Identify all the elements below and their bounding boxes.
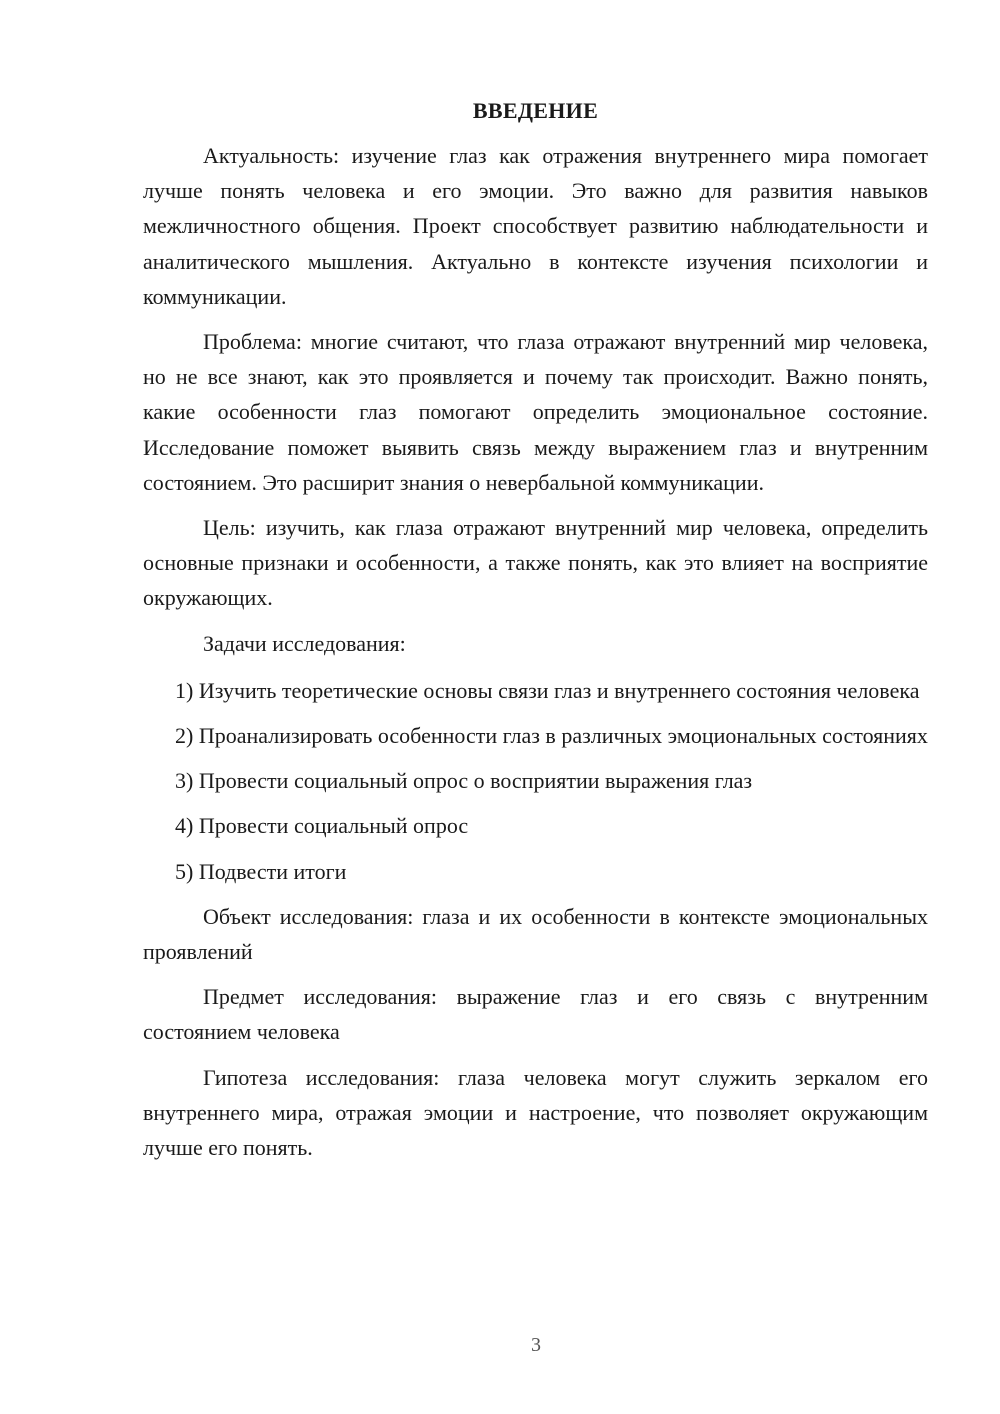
relevance-paragraph: Актуальность: изучение глаз как отражения внутреннего мира помогает лучше понять человека и его эмоции. Это важно для развития навыков межличностного общения. Проект способствует развитию наблюдательности и аналитического мышления. Актуально в контексте изучения психологии и коммуникации. — [143, 143, 928, 309]
subject-paragraph: Предмет исследования: выражение глаз и его связь с внутренним состоянием человека — [143, 984, 928, 1045]
page-content — [143, 96, 928, 1175]
hypothesis-paragraph: Гипотеза исследования: глаза человека могут служить зеркалом его внутреннего мира, отражая эмоции и настроение, что позволяет окружающим лучше его понять. — [143, 1064, 928, 1161]
task-item-4: 4) Провести социальный опрос — [175, 813, 469, 839]
task-item-3: 3) Провести социальный опрос о восприятии выражения глаз — [175, 768, 753, 794]
task-item-5: 5) Подвести итоги — [175, 858, 347, 884]
object-paragraph: Объект исследования: глаза и их особенности в контексте эмоциональных проявлений — [143, 903, 928, 965]
task-item-1: 1) Изучить теоретические основы связи глаз и внутреннего состояния человека — [175, 677, 920, 703]
tasks-heading: Задачи исследования: — [203, 630, 406, 656]
page-number: 3 — [531, 1334, 541, 1356]
page-title: ВВЕДЕНИЕ — [472, 98, 599, 123]
problem-paragraph: Проблема: многие считают, что глаза отражают внутренний мир человека, но не все знают, как это проявляется и почему так происходит. Важно понять, какие особенности глаз помогают определить эмоциональное состояние. Исследование поможет выявить связь между выражением глаз и внутренним состоянием. Это расширит знания о невербальной коммуникации. — [143, 329, 928, 495]
goal-paragraph: Цель: изучить, как глаза отражают внутренний мир человека, определить основные признаки и особенности, а также понять, как это влияет на восприятие окружающих. — [143, 515, 928, 611]
task-item-2: 2) Проанализировать особенности глаз в различных эмоциональных состояниях — [175, 723, 928, 749]
